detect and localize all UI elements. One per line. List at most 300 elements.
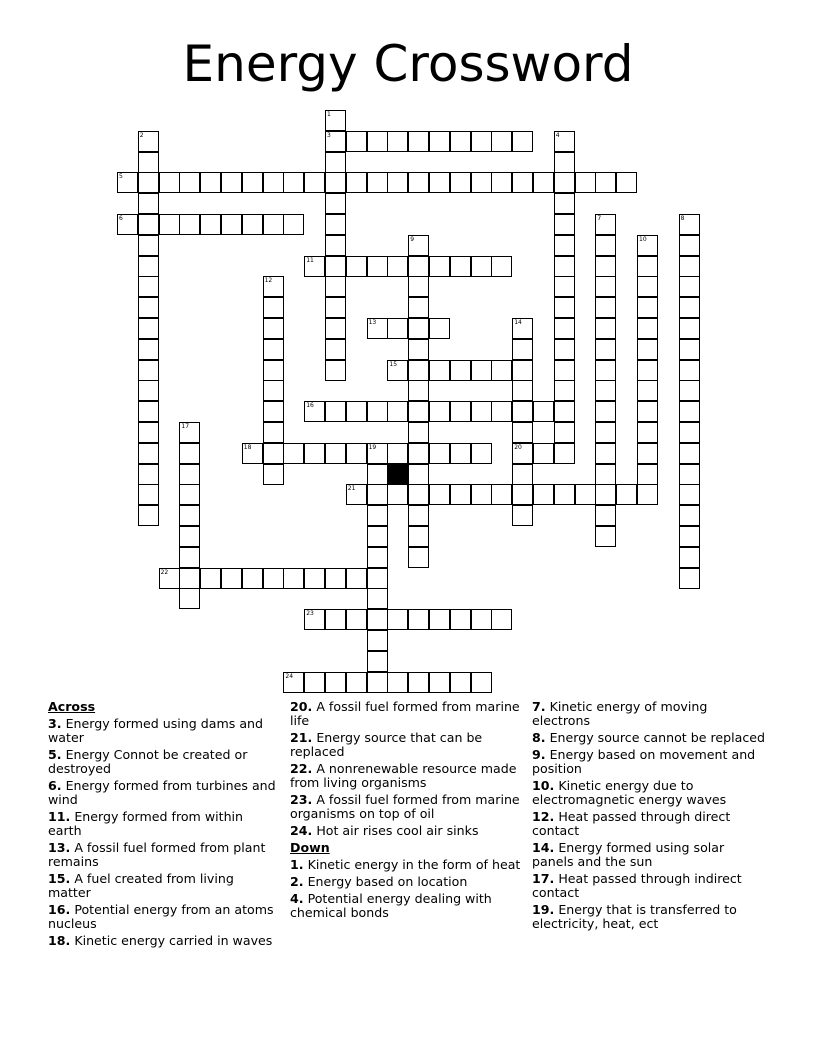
grid-cell[interactable]	[138, 505, 159, 526]
grid-cell[interactable]	[387, 484, 408, 505]
grid-cell[interactable]	[679, 339, 700, 360]
across-clue	[48, 903, 280, 931]
grid-cell[interactable]	[179, 588, 200, 609]
grid-cell[interactable]	[554, 360, 575, 381]
grid-cell[interactable]	[637, 256, 658, 277]
grid-cell[interactable]	[595, 422, 616, 443]
grid-cell[interactable]	[408, 380, 429, 401]
grid-cell[interactable]	[325, 172, 346, 193]
grid-cell[interactable]	[408, 526, 429, 547]
grid-cell[interactable]	[512, 443, 533, 464]
grid-cell[interactable]	[325, 672, 346, 693]
grid-cell[interactable]	[408, 172, 429, 193]
grid-cell[interactable]	[408, 422, 429, 443]
grid-cell[interactable]	[512, 380, 533, 401]
clue-number: 9	[410, 235, 415, 243]
clue-text: Potential energy dealing with chemical bonds	[290, 891, 492, 920]
grid-cell[interactable]	[471, 484, 492, 505]
grid-cell[interactable]	[346, 256, 367, 277]
grid-cell[interactable]	[325, 609, 346, 630]
grid-cell[interactable]	[471, 443, 492, 464]
grid-cell[interactable]	[429, 672, 450, 693]
grid-cell[interactable]	[138, 256, 159, 277]
grid-cell[interactable]	[387, 131, 408, 152]
grid-cell[interactable]	[408, 339, 429, 360]
grid-cell[interactable]	[221, 568, 242, 589]
grid-cell[interactable]	[491, 360, 512, 381]
clue-number-label: 17.	[532, 871, 555, 886]
grid-cell[interactable]	[263, 568, 284, 589]
grid-cell[interactable]	[637, 422, 658, 443]
grid-cell[interactable]	[554, 401, 575, 422]
grid-cell[interactable]	[554, 214, 575, 235]
grid-cell[interactable]	[387, 256, 408, 277]
grid-cell[interactable]	[304, 443, 325, 464]
grid-cell[interactable]	[263, 360, 284, 381]
grid-cell[interactable]	[367, 401, 388, 422]
clue-number: 16	[306, 402, 314, 410]
grid-cell[interactable]	[325, 568, 346, 589]
grid-cell[interactable]	[408, 276, 429, 297]
grid-cell[interactable]	[595, 505, 616, 526]
grid-cell[interactable]	[429, 609, 450, 630]
grid-cell[interactable]	[595, 256, 616, 277]
clue-number-label: 9.	[532, 747, 546, 762]
grid-cell[interactable]	[325, 401, 346, 422]
grid-cell[interactable]	[367, 318, 388, 339]
grid-cell[interactable]	[429, 360, 450, 381]
grid-cell[interactable]	[408, 505, 429, 526]
clue-number-label: 19.	[532, 902, 555, 917]
grid-cell[interactable]	[512, 484, 533, 505]
clue-text: Heat passed through indirect contact	[532, 871, 742, 900]
grid-cell[interactable]	[367, 672, 388, 693]
grid-cell[interactable]	[325, 152, 346, 173]
grid-cell[interactable]	[263, 443, 284, 464]
clue-number: 7	[597, 215, 602, 222]
grid-cell[interactable]	[325, 256, 346, 277]
grid-cell[interactable]	[304, 401, 325, 422]
grid-cell[interactable]	[637, 318, 658, 339]
clue-number: 21	[347, 485, 356, 493]
clue-text: Kinetic energy in the form of heat	[303, 857, 521, 872]
grid-cell[interactable]	[595, 172, 616, 193]
grid-cell[interactable]	[679, 484, 700, 505]
clue-number-label: 1.	[290, 857, 304, 872]
grid-cell[interactable]	[138, 422, 159, 443]
grid-cell[interactable]	[242, 568, 263, 589]
grid-cell[interactable]	[595, 443, 616, 464]
grid-cell[interactable]	[512, 172, 533, 193]
grid-cell[interactable]	[450, 131, 471, 152]
grid-cell[interactable]	[304, 172, 325, 193]
grid-cell[interactable]	[429, 131, 450, 152]
grid-cell[interactable]	[325, 276, 346, 297]
grid-cell[interactable]	[263, 339, 284, 360]
grid-cell[interactable]	[679, 547, 700, 568]
grid-cell[interactable]	[637, 297, 658, 318]
grid-cell[interactable]	[325, 193, 346, 214]
clue-number-label: 24.	[290, 823, 313, 838]
grid-cell[interactable]	[367, 443, 388, 464]
clue-number: 15	[389, 360, 398, 368]
grid-cell[interactable]	[637, 443, 658, 464]
grid-cell[interactable]	[367, 651, 388, 672]
grid-cell[interactable]	[408, 609, 429, 630]
across-clue	[290, 762, 524, 790]
grid-cell[interactable]	[533, 443, 554, 464]
grid-cell[interactable]	[512, 131, 533, 152]
grid-cell[interactable]	[429, 443, 450, 464]
grid-cell[interactable]	[679, 568, 700, 589]
grid-cell[interactable]	[304, 672, 325, 693]
grid-cell[interactable]	[242, 172, 263, 193]
grid-cell[interactable]	[138, 297, 159, 318]
grid-cell[interactable]	[554, 131, 575, 152]
grid-cell[interactable]	[679, 297, 700, 318]
grid-cell[interactable]	[325, 318, 346, 339]
grid-cell[interactable]	[367, 547, 388, 568]
grid-cell[interactable]	[138, 235, 159, 256]
grid-cell[interactable]	[408, 318, 429, 339]
grid-cell[interactable]	[387, 360, 408, 381]
across-clue	[48, 779, 280, 807]
grid-cell[interactable]	[408, 256, 429, 277]
grid-cell[interactable]	[221, 214, 242, 235]
grid-cell[interactable]	[637, 401, 658, 422]
grid-cell[interactable]	[242, 214, 263, 235]
grid-cell[interactable]	[325, 110, 346, 131]
grid-cell[interactable]	[367, 630, 388, 651]
grid-cell[interactable]	[450, 672, 471, 693]
grid-cell[interactable]	[491, 256, 512, 277]
grid-cell[interactable]	[179, 464, 200, 485]
grid-cell[interactable]	[408, 401, 429, 422]
grid-cell[interactable]	[346, 443, 367, 464]
grid-cell[interactable]	[637, 464, 658, 485]
grid-cell[interactable]	[367, 256, 388, 277]
grid-cell[interactable]	[263, 401, 284, 422]
grid-cell[interactable]	[554, 339, 575, 360]
grid-cell[interactable]	[138, 339, 159, 360]
grid-cell[interactable]	[429, 401, 450, 422]
clue-number-label: 20.	[290, 699, 313, 714]
grid-cell[interactable]	[450, 172, 471, 193]
grid-cell[interactable]	[679, 505, 700, 526]
grid-cell[interactable]	[304, 256, 325, 277]
clue-number-label: 23.	[290, 792, 313, 807]
grid-cell[interactable]	[138, 193, 159, 214]
grid-cell[interactable]	[138, 360, 159, 381]
grid-cell[interactable]	[346, 401, 367, 422]
grid-cell[interactable]	[533, 484, 554, 505]
grid-cell[interactable]	[616, 172, 637, 193]
grid-cell[interactable]	[179, 505, 200, 526]
grid-cell[interactable]	[325, 443, 346, 464]
grid-cell[interactable]	[179, 214, 200, 235]
grid-cell[interactable]	[679, 214, 700, 235]
grid-cell[interactable]	[138, 380, 159, 401]
grid-cell[interactable]	[387, 172, 408, 193]
grid-cell[interactable]	[221, 172, 242, 193]
grid-cell[interactable]	[595, 318, 616, 339]
grid-cell[interactable]	[283, 568, 304, 589]
grid-cell[interactable]	[679, 464, 700, 485]
grid-cell[interactable]	[679, 380, 700, 401]
grid-cell[interactable]	[595, 297, 616, 318]
grid-cell[interactable]	[491, 401, 512, 422]
clue-number-label: 18.	[48, 933, 71, 948]
clue-text: Energy based on movement and position	[532, 747, 756, 776]
grid-cell[interactable]	[179, 172, 200, 193]
grid-cell[interactable]	[679, 422, 700, 443]
grid-cell[interactable]	[554, 256, 575, 277]
grid-cell[interactable]	[595, 401, 616, 422]
grid-cell[interactable]	[367, 568, 388, 589]
grid-cell[interactable]	[595, 235, 616, 256]
clue-column-2	[290, 700, 524, 923]
grid-cell[interactable]	[325, 360, 346, 381]
grid-cell[interactable]	[200, 172, 221, 193]
grid-cell[interactable]	[408, 235, 429, 256]
grid-cell[interactable]	[450, 484, 471, 505]
grid-cell[interactable]	[408, 360, 429, 381]
grid-cell[interactable]	[471, 401, 492, 422]
grid-cell[interactable]	[387, 443, 408, 464]
grid-cell[interactable]	[595, 526, 616, 547]
grid-cell[interactable]	[117, 172, 138, 193]
grid-cell[interactable]	[595, 464, 616, 485]
grid-cell[interactable]	[346, 568, 367, 589]
grid-cell[interactable]	[159, 568, 180, 589]
grid-cell[interactable]	[679, 318, 700, 339]
grid-cell[interactable]	[450, 609, 471, 630]
grid-cell[interactable]	[346, 609, 367, 630]
grid-cell[interactable]	[533, 172, 554, 193]
grid-cell[interactable]	[554, 235, 575, 256]
grid-cell[interactable]	[679, 360, 700, 381]
grid-cell[interactable]	[595, 484, 616, 505]
grid-cell[interactable]	[595, 360, 616, 381]
grid-cell[interactable]	[263, 172, 284, 193]
grid-cell[interactable]	[554, 380, 575, 401]
grid-cell[interactable]	[346, 672, 367, 693]
clue-number: 5	[119, 173, 123, 181]
grid-cell[interactable]	[679, 276, 700, 297]
grid-cell[interactable]	[387, 672, 408, 693]
grid-cell[interactable]	[491, 609, 512, 630]
grid-cell[interactable]	[263, 318, 284, 339]
clue-number: 17	[181, 423, 190, 430]
down-clue	[290, 875, 524, 889]
grid-cell[interactable]	[408, 131, 429, 152]
grid-cell[interactable]	[138, 131, 159, 152]
grid-cell[interactable]	[346, 131, 367, 152]
grid-cell[interactable]	[595, 214, 616, 235]
across-clue	[290, 824, 524, 838]
grid-cell[interactable]	[679, 401, 700, 422]
grid-cell[interactable]	[408, 464, 429, 485]
grid-cell[interactable]	[387, 609, 408, 630]
grid-cell[interactable]	[117, 214, 138, 235]
grid-cell[interactable]	[471, 672, 492, 693]
clue-text: Kinetic energy of moving electrons	[532, 699, 708, 728]
clue-text: Energy source cannot be replaced	[545, 730, 766, 745]
grid-cell[interactable]	[429, 318, 450, 339]
down-clue	[532, 872, 766, 900]
grid-cell[interactable]	[595, 276, 616, 297]
grid-cell[interactable]	[325, 214, 346, 235]
clue-number-label: 2.	[290, 874, 304, 889]
grid-cell[interactable]	[637, 380, 658, 401]
grid-cell[interactable]	[512, 360, 533, 381]
grid-cell[interactable]	[429, 484, 450, 505]
grid-cell[interactable]	[637, 276, 658, 297]
grid-cell[interactable]	[471, 131, 492, 152]
grid-cell[interactable]	[179, 422, 200, 443]
grid-cell[interactable]	[512, 505, 533, 526]
grid-cell[interactable]	[679, 526, 700, 547]
grid-cell[interactable]	[429, 172, 450, 193]
grid-cell[interactable]	[554, 172, 575, 193]
grid-cell[interactable]	[554, 443, 575, 464]
grid-cell[interactable]	[408, 297, 429, 318]
grid-cell[interactable]	[325, 131, 346, 152]
grid-cell[interactable]	[263, 380, 284, 401]
grid-cell[interactable]	[346, 172, 367, 193]
grid-cell[interactable]	[263, 276, 284, 297]
grid-cell[interactable]	[367, 505, 388, 526]
clue-number: 18	[243, 443, 252, 451]
grid-cell[interactable]	[283, 672, 304, 693]
grid-cell[interactable]	[450, 256, 471, 277]
grid-cell[interactable]	[554, 276, 575, 297]
grid-cell[interactable]	[138, 318, 159, 339]
grid-cell[interactable]	[179, 547, 200, 568]
grid-cell[interactable]	[325, 339, 346, 360]
clue-text: Hot air rises cool air sinks	[312, 823, 479, 838]
grid-cell[interactable]	[637, 484, 658, 505]
clue-number-label: 11.	[48, 809, 71, 824]
grid-cell[interactable]	[595, 380, 616, 401]
page-title: Energy Crossword	[182, 35, 634, 93]
grid-cell[interactable]	[138, 443, 159, 464]
grid-cell[interactable]	[138, 214, 159, 235]
grid-cell[interactable]	[179, 568, 200, 589]
grid-cell[interactable]	[554, 193, 575, 214]
clue-number-label: 16.	[48, 902, 71, 917]
grid-cell[interactable]	[616, 484, 637, 505]
grid-cell[interactable]	[325, 297, 346, 318]
grid-cell[interactable]	[533, 401, 554, 422]
grid-cell[interactable]	[575, 484, 596, 505]
grid-cell[interactable]	[429, 256, 450, 277]
grid-cell[interactable]	[491, 131, 512, 152]
grid-cell[interactable]	[679, 443, 700, 464]
grid-block	[387, 464, 408, 485]
grid-cell[interactable]	[491, 172, 512, 193]
grid-cell[interactable]	[554, 318, 575, 339]
grid-cell[interactable]	[637, 360, 658, 381]
grid-cell[interactable]	[325, 235, 346, 256]
grid-cell[interactable]	[242, 443, 263, 464]
grid-cell[interactable]	[471, 609, 492, 630]
grid-cell[interactable]	[408, 672, 429, 693]
grid-cell[interactable]	[367, 526, 388, 547]
grid-cell[interactable]	[408, 443, 429, 464]
grid-cell[interactable]	[450, 443, 471, 464]
grid-cell[interactable]	[304, 609, 325, 630]
grid-cell[interactable]	[512, 422, 533, 443]
grid-cell[interactable]	[138, 172, 159, 193]
grid-cell[interactable]	[367, 609, 388, 630]
grid-cell[interactable]	[471, 360, 492, 381]
grid-cell[interactable]	[367, 172, 388, 193]
grid-cell[interactable]	[283, 172, 304, 193]
grid-cell[interactable]	[367, 464, 388, 485]
grid-cell[interactable]	[367, 588, 388, 609]
grid-cell[interactable]	[450, 360, 471, 381]
grid-cell[interactable]	[179, 443, 200, 464]
grid-cell[interactable]	[512, 318, 533, 339]
grid-cell[interactable]	[263, 464, 284, 485]
grid-cell[interactable]	[471, 256, 492, 277]
grid-cell[interactable]	[387, 401, 408, 422]
grid-cell[interactable]	[637, 235, 658, 256]
grid-cell[interactable]	[679, 256, 700, 277]
grid-cell[interactable]	[138, 484, 159, 505]
grid-cell[interactable]	[263, 297, 284, 318]
grid-cell[interactable]	[138, 152, 159, 173]
grid-cell[interactable]	[263, 214, 284, 235]
grid-cell[interactable]	[138, 276, 159, 297]
grid-cell[interactable]	[491, 484, 512, 505]
across-clue	[48, 717, 280, 745]
grid-cell[interactable]	[408, 547, 429, 568]
grid-cell[interactable]	[283, 443, 304, 464]
grid-cell[interactable]	[512, 464, 533, 485]
grid-cell[interactable]	[408, 484, 429, 505]
grid-cell[interactable]	[554, 484, 575, 505]
grid-cell[interactable]	[554, 297, 575, 318]
grid-cell[interactable]	[159, 214, 180, 235]
grid-cell[interactable]	[595, 339, 616, 360]
grid-cell[interactable]	[179, 526, 200, 547]
grid-cell[interactable]	[387, 318, 408, 339]
grid-cell[interactable]	[138, 401, 159, 422]
grid-cell[interactable]	[159, 172, 180, 193]
grid-cell[interactable]	[200, 568, 221, 589]
grid-cell[interactable]	[346, 484, 367, 505]
grid-cell[interactable]	[512, 401, 533, 422]
grid-cell[interactable]	[554, 422, 575, 443]
grid-cell[interactable]	[450, 401, 471, 422]
grid-cell[interactable]	[575, 172, 596, 193]
grid-cell[interactable]	[471, 172, 492, 193]
grid-cell[interactable]	[200, 214, 221, 235]
grid-cell[interactable]	[367, 484, 388, 505]
grid-cell[interactable]	[512, 339, 533, 360]
grid-cell[interactable]	[179, 484, 200, 505]
grid-cell[interactable]	[138, 464, 159, 485]
grid-cell[interactable]	[304, 568, 325, 589]
grid-cell[interactable]	[637, 339, 658, 360]
grid-cell[interactable]	[679, 235, 700, 256]
grid-cell[interactable]	[367, 131, 388, 152]
grid-cell[interactable]	[554, 152, 575, 173]
grid-cell[interactable]	[283, 214, 304, 235]
grid-cell[interactable]	[263, 422, 284, 443]
